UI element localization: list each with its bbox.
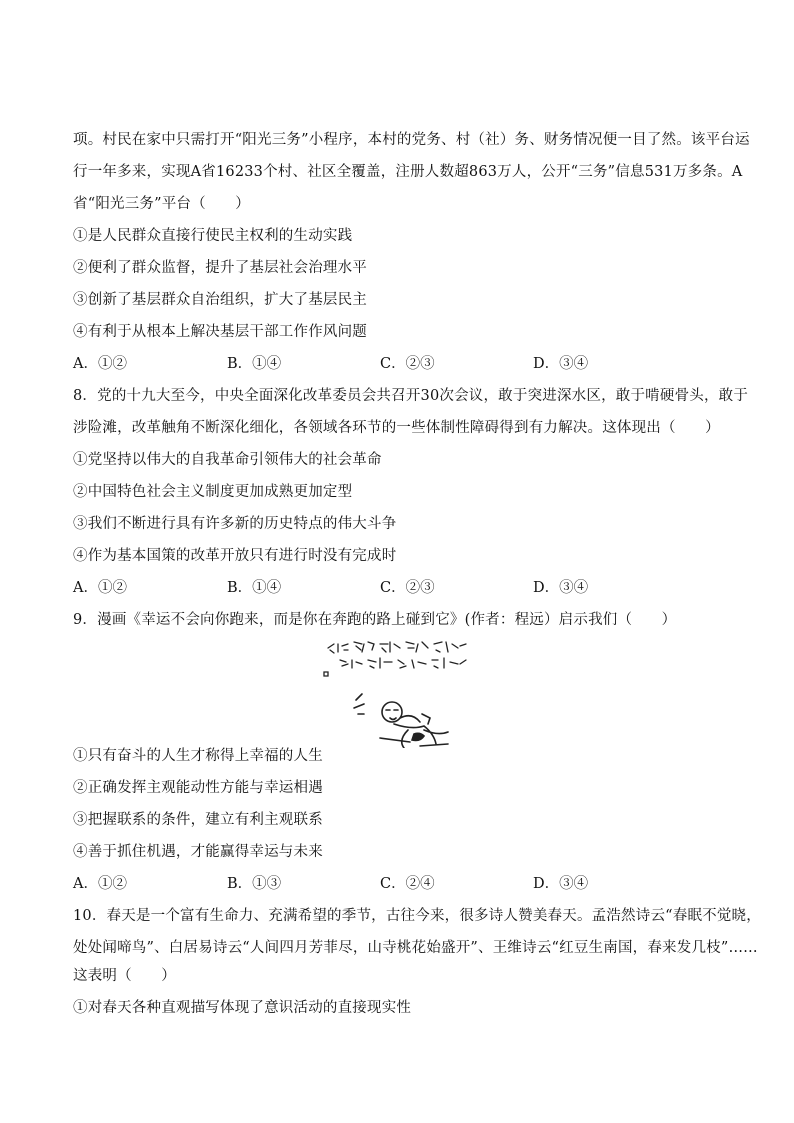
q9-item-4: ④善于抓住机遇，才能赢得幸运与未来 (73, 844, 323, 860)
q8-item-3: ③我们不断进行具有许多新的历史特点的伟大斗争 (73, 516, 397, 532)
q7-stem-line-1: 项。村民在家中只需打开“阳光三务”小程序，本村的党务、村（社）务、财务情况便一目了然。该平台运 (73, 132, 750, 148)
q10-stem-line-3: 这表明（ ） (73, 968, 176, 984)
q8-stem-line-2: 涉险滩，改革触角不断深化细化，各领域各环节的一些体制性障碍得到有力解决。这体现出（ ） (73, 420, 720, 436)
q7-stem-line-3: 省“阳光三务”平台（ ） (73, 196, 250, 212)
q9-item-1: ①只有奋斗的人生才称得上幸福的人生 (73, 748, 323, 764)
q9-item-3: ③把握联系的条件，建立有利主观联系 (73, 812, 323, 828)
q9-option-d: D．③④ (533, 876, 589, 892)
q10-stem-line-1: 10．春天是一个富有生命力、充满希望的季节，古往今来，很多诗人赞美春天。孟浩然诗云“春眠不觉晓， (73, 908, 761, 924)
q10-item-1: ①对春天各种直观描写体现了意识活动的直接现实性 (73, 1000, 412, 1016)
q9-stem-line-1: 9．漫画《幸运不会向你跑来，而是你在奔跑的路上碰到它》(作者：程远）启示我们（ ） (73, 612, 677, 628)
cartoon-image (320, 638, 490, 773)
q8-option-b: B．①④ (227, 580, 282, 596)
q8-item-4: ④作为基本国策的改革开放只有进行时没有完成时 (73, 548, 397, 564)
q7-item-1: ①是人民群众直接行使民主权利的生动实践 (73, 228, 353, 244)
q8-option-d: D．③④ (533, 580, 589, 596)
cartoon-handwriting (324, 642, 466, 676)
q8-option-c: C．②③ (380, 580, 435, 596)
q8-stem-line-1: 8．党的十九大至今，中央全面深化改革委员会共召开30次会议，敢于突进深水区，敢于啃硬骨头，敢于 (73, 388, 749, 404)
q7-option-b: B．①④ (227, 356, 282, 372)
q7-item-3: ③创新了基层群众自治组织，扩大了基层民主 (73, 292, 367, 308)
q8-option-a: A．①② (73, 580, 127, 596)
q7-stem-line-2: 行一年多来，实现A省16233个村、社区全覆盖，注册人数超863万人，公开“三务”信息531万多条。A (73, 164, 743, 180)
q7-option-d: D．③④ (533, 356, 589, 372)
q8-item-1: ①党坚持以伟大的自我革命引领伟大的社会革命 (73, 452, 382, 468)
cartoon-drawing (320, 638, 490, 748)
q9-option-c: C．②④ (380, 876, 435, 892)
q7-item-4: ④有利于从根本上解决基层干部工作作风问题 (73, 324, 367, 340)
q7-item-2: ②便利了群众监督，提升了基层社会治理水平 (73, 260, 367, 276)
q9-option-b: B．①③ (227, 876, 282, 892)
q8-item-2: ②中国特色社会主义制度更加成熟更加定型 (73, 484, 353, 500)
q9-item-2: ②正确发挥主观能动性方能与幸运相遇 (73, 780, 323, 796)
q10-stem-line-2: 处处闻啼鸟”、白居易诗云“人间四月芳菲尽，山寺桃花始盛开”、王维诗云“红豆生南国，春来发几枝”…… (73, 940, 758, 956)
q7-option-c: C．②③ (380, 356, 435, 372)
q9-option-a: A．①② (73, 876, 127, 892)
running-figure (354, 694, 448, 748)
q7-option-a: A．①② (73, 356, 127, 372)
